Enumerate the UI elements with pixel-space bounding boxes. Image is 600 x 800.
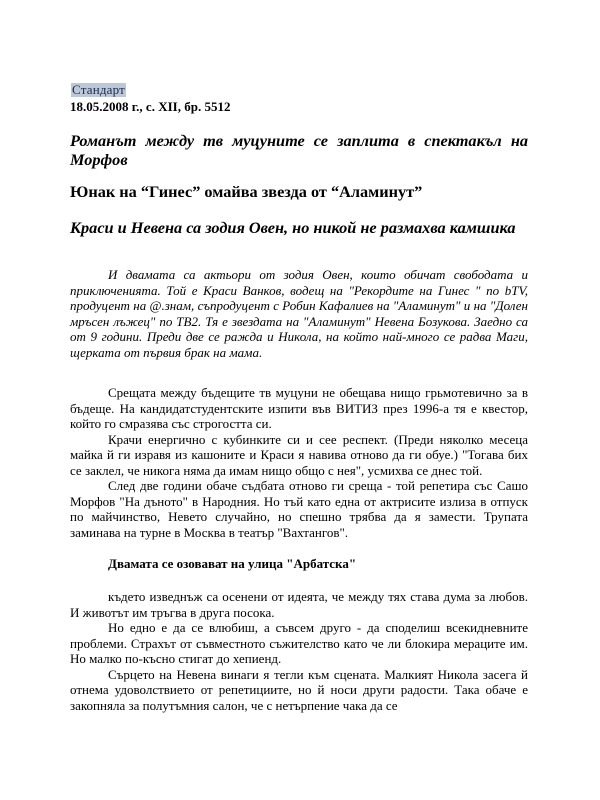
publication-meta: 18.05.2008 г., с. XII, бр. 5512 [70, 99, 231, 114]
article-body-section-1 [70, 385, 528, 540]
body-paragraph: Но едно е да се влюбиш, а съвсем друго - да споделиш всекидневните проблеми. Страхът от съвместното съжителство като че ли блокира мерацитe им. Но малко по-късно стигат до хепиенд. [70, 620, 528, 666]
body-paragraph: След две години обаче съдбата отново ги среща - той репетира със Сашо Морфов "На дъното" в Народния. Но тъй като една от актрисите излиза в отпуск по майчинство, Невето случайно, но спешно трябва да я замести. Трупата заминава на турне в Москва в театър "Вахтангов". [70, 478, 528, 540]
body-paragraph: Сърцето на Невена винаги я тегли към сцената. Малкият Никола засега й отнема удоволствието от репетициите, но й носи други радости. Така обаче е закопняла за полутъмния салон, че с нетърпение чака да се [70, 666, 528, 713]
lead-text: И двамата са актьори от зодия Овен, които обичат свободата и приключенията. Той е Краси Ванков, водещ на "Рекордите на Гинес " по bTV, продуцент на @.знам, съпродуцент с Робин Кафалиев на "Аламинут" и на "Долен мръсен лъжец" по ТВ2. Тя е звездата на "Аламинут" Невена Бозукова. Заедно са от 9 години. Преди две се ражда и Никола, на който най-много се радва Маги, щерката от първия брак на мама. [70, 267, 528, 360]
headline: Романът между тв муцуните се заплита в спектакъл на Морфов [70, 131, 528, 169]
body-paragraph: Крачи енергично с кубинките си и сее респект. (Преди няколко месеца майка й ги изравя из кашоните и Краси я навива отново да ги обуе.) "Тогава бих се заклел, че никога няма да имам нищо общо с нея", усмихва се днес той. [70, 431, 528, 478]
lead-paragraph [70, 267, 528, 360]
article-body-section-2 [70, 589, 528, 713]
body-paragraph: Срещата между бъдещите тв муцуни не обещава нищо грьмотевично за в бъдеще. На кандидатстудентските изпити във ВИТИЗ през 1996-а тя е квестор, който го смразява със строгостта си. [70, 385, 528, 431]
body-paragraph: където изведнъж са осенени от идеята, че между тях става дума за любов. И животът им тръгва в друга посока. [70, 589, 528, 620]
tagline: Краси и Невена са зодия Овен, но никой не размахва камшика [70, 218, 516, 237]
section-subheading: Двамата се озовават на улица "Арбатска" [108, 556, 357, 571]
subheadline: Юнак на “Гинес” омайва звезда от “Аламинут” [70, 182, 423, 201]
source-label: Стандарт [72, 82, 126, 97]
